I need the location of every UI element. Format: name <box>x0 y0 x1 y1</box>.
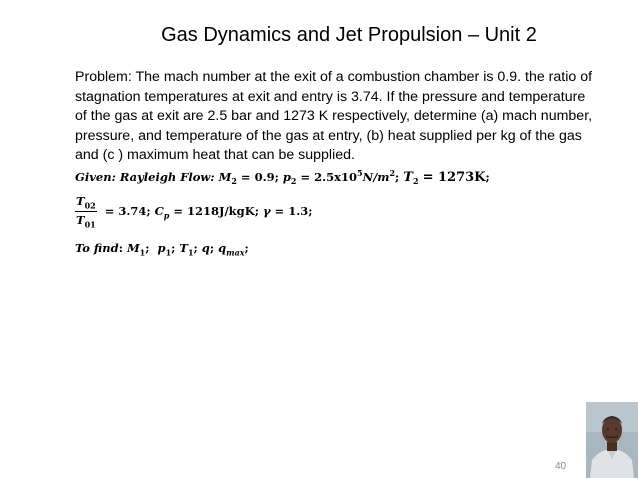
problem-statement: Problem: The mach number at the exit of a combustion chamber is 0.9. the ratio of stagnation temperatures at exit and entry is 3.74. If the pressure and temperature of the gas at exit are 2.5 bar and 1273 K respectively, determine (a) mach number, pressure, and temperature of the gas at entry, (b) heat supplied per kg of the gas and (c ) maximum heat that can be supplied. <box>75 69 593 163</box>
given-flow: Rayleigh Flow <box>119 169 211 184</box>
ratio-denominator: T <box>76 213 85 228</box>
given-m2: 0.9 <box>254 169 275 184</box>
ratio-value: 3.74 <box>118 203 147 218</box>
ratio-denominator-sub: 01 <box>84 219 96 230</box>
given-p2: 2.5x10 <box>314 169 357 184</box>
page-number: 40 <box>555 461 567 472</box>
ratio-line: $\frac{T_{02}}{T_{01}}$ = 3.74; $C_p = 1218J/kgK$; γ = 1.3; <box>76 194 313 230</box>
temperature-ratio-fraction <box>75 194 97 230</box>
given-line: Given: Rayleigh Flow: $M_2 = 0.9$; $p_2 = 2.5x10^5N/m^2$; $T_2 = 1273K$; <box>75 168 490 187</box>
given-label: Given <box>75 169 112 184</box>
ratio-numerator-sub: 02 <box>84 200 96 211</box>
to-find-line: To find: $M_1$; $p_1$; $T_1$; q; $q_{max}$; <box>75 241 249 258</box>
to-find-label: To find <box>75 241 119 255</box>
presenter-photo <box>586 402 638 478</box>
given-p2-exp: 5 <box>356 168 363 178</box>
gamma-value: 1.3 <box>288 203 309 218</box>
given-t2: 1273K <box>437 169 486 185</box>
cp-value: 1218J/kgK <box>187 203 255 218</box>
slide-title: Gas Dynamics and Jet Propulsion – Unit 2 <box>161 24 537 46</box>
ratio-numerator: T <box>76 194 85 208</box>
given-p2-unit: N/m <box>362 169 390 184</box>
presenter-photo-graphic <box>586 402 638 478</box>
